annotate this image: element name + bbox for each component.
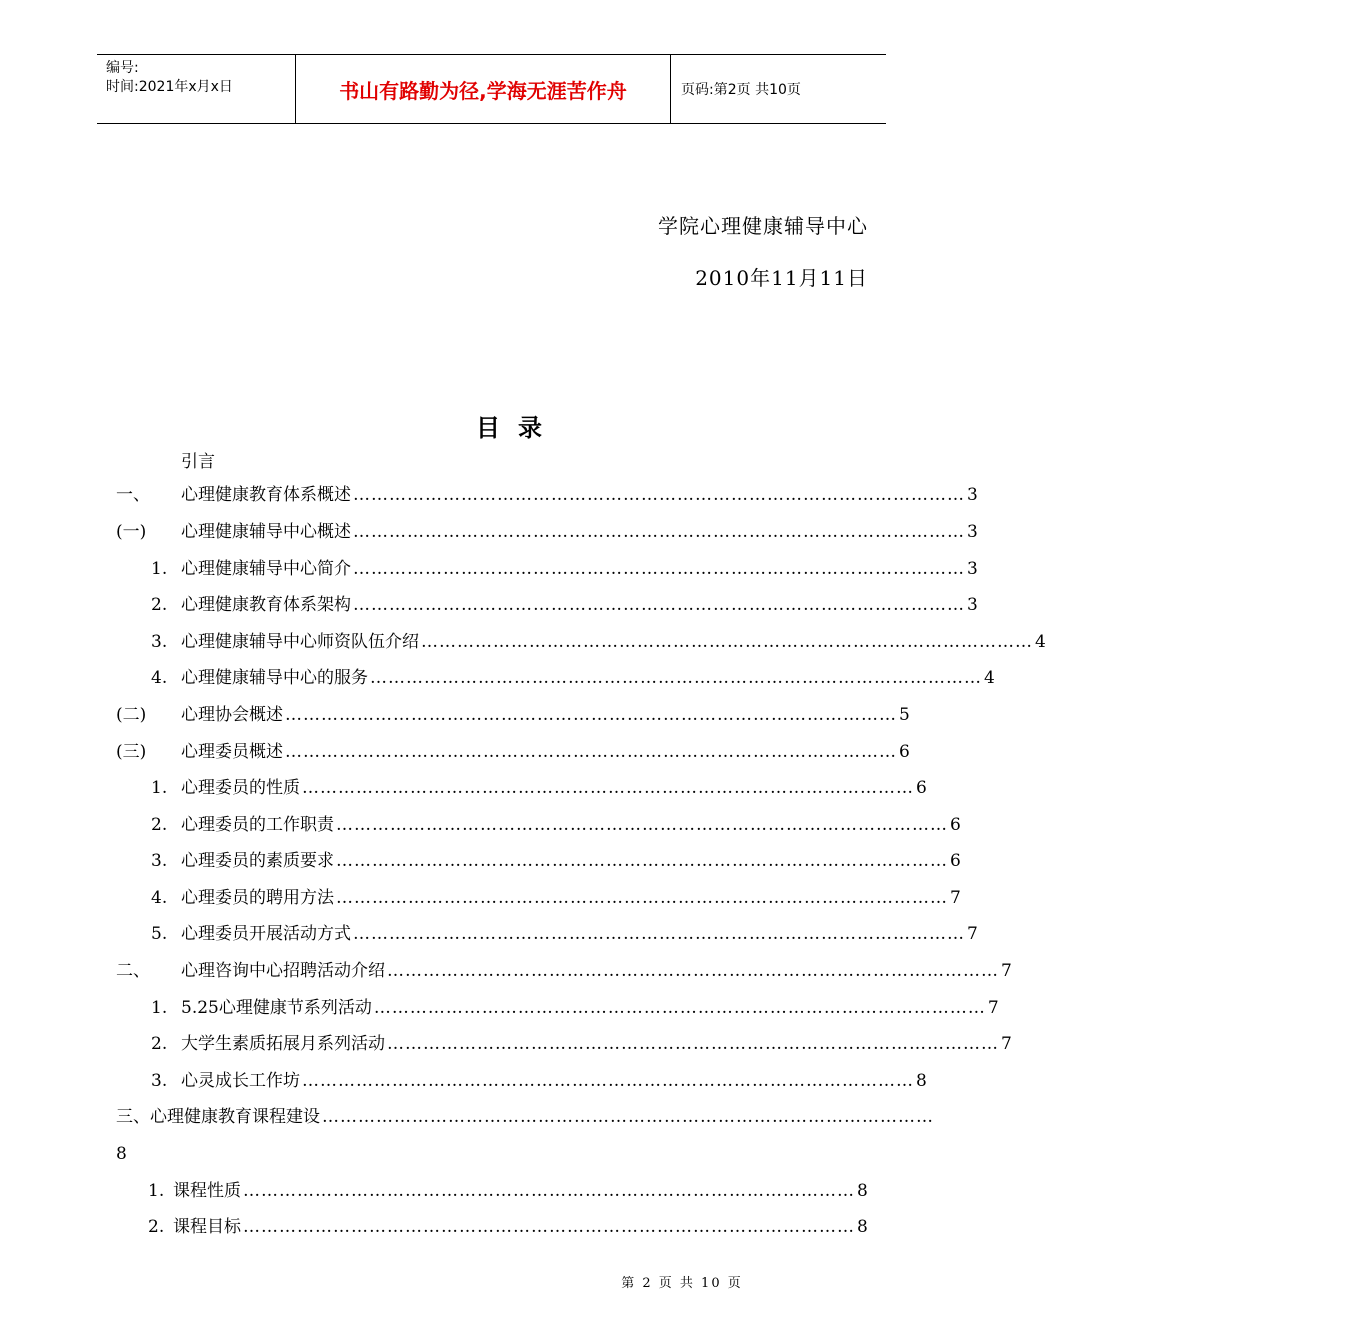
toc-page-wrapped: 8 (116, 1144, 127, 1164)
toc-page: 6 (899, 742, 910, 762)
toc-entry[interactable] (181, 666, 995, 690)
toc-leader: ………………………………………………………………………………………… (353, 522, 965, 542)
toc-num: 3. (151, 851, 168, 871)
toc-entry[interactable] (181, 520, 978, 544)
toc-num: (一) (116, 522, 147, 542)
toc-leader: ………………………………………………………………………………………… (336, 851, 948, 871)
toc-num: 3. (151, 632, 168, 652)
toc-leader: ………………………………………………………………………………………… (373, 998, 986, 1018)
toc-num: 2. (151, 595, 168, 615)
toc-leader: ………………………………………………………………………………………… (387, 1034, 999, 1054)
toc-row (0, 1069, 950, 1093)
toc-entry[interactable] (181, 996, 999, 1020)
toc-page: 8 (857, 1181, 868, 1201)
toc-leader: ………………………………………………………………………………………… (353, 924, 965, 944)
toc-page: 3 (967, 522, 978, 542)
toc-text: 心理健康教育体系概述 (181, 485, 351, 505)
toc-entry[interactable] (181, 1032, 1012, 1056)
toc-text: 心理委员开展活动方式 (181, 924, 351, 944)
toc-page: 4 (1035, 632, 1046, 652)
toc-page: 7 (950, 888, 961, 908)
toc-row (0, 557, 978, 581)
header-page-info: 页码:第2页 共10页 (681, 82, 801, 98)
toc-text: 5.25心理健康节系列活动 (181, 998, 372, 1018)
toc-leader: ………………………………………………………………………………………… (336, 888, 948, 908)
toc-row (0, 520, 978, 544)
toc-leader: ………………………………………………………………………………………… (336, 815, 948, 835)
toc-row (0, 959, 1012, 983)
toc-entry[interactable] (181, 886, 961, 910)
toc-entry[interactable] (181, 483, 978, 507)
toc-num: 4. (151, 668, 168, 688)
toc-leader: ………………………………………………………………………………………… (243, 1181, 855, 1201)
toc-entry[interactable] (181, 813, 961, 837)
toc-leader: ………………………………………………………………………………………… (285, 742, 897, 762)
toc-num: 1. (148, 1181, 165, 1201)
toc-leader: ………………………………………………………………………………………… (243, 1217, 855, 1237)
toc-entry[interactable] (181, 740, 910, 764)
toc-title: 目录 (476, 413, 560, 442)
toc-entry[interactable] (181, 630, 1046, 654)
toc-row (0, 1215, 950, 1239)
toc-entry[interactable] (181, 1069, 927, 1093)
toc-text: 心理委员的素质要求 (181, 851, 334, 871)
toc-text: 心理委员的性质 (181, 778, 300, 798)
toc-row (0, 1032, 1012, 1056)
toc-text: 心理委员的聘用方法 (181, 888, 334, 908)
toc-page: 3 (967, 485, 978, 505)
toc-leader: ………………………………………………………………………………………… (353, 485, 965, 505)
toc-leader: ………………………………………………………………………………………… (302, 778, 914, 798)
toc-num: 4. (151, 888, 168, 908)
serial-label: 编号: (106, 60, 139, 76)
toc-num: 1. (151, 559, 168, 579)
time-line: 时间:2021年x月x日 (106, 79, 233, 95)
toc-page: 6 (950, 851, 961, 871)
toc-intro: 引言 (181, 452, 215, 472)
toc-text: 心理健康辅导中心概述 (181, 522, 351, 542)
toc-num: 1. (151, 778, 168, 798)
toc-row (0, 1179, 950, 1203)
toc-text: 课程目标 (173, 1217, 241, 1237)
toc-text: 心理健康教育课程建设 (150, 1107, 320, 1127)
signature-org: 学院心理健康辅导中心 (658, 214, 868, 238)
toc-page: 3 (967, 595, 978, 615)
toc-row (0, 630, 1046, 654)
toc-leader: ………………………………………………………………………………………… (285, 705, 897, 725)
toc-page: 7 (1001, 1034, 1012, 1054)
toc-text: 大学生素质拓展月系列活动 (181, 1034, 385, 1054)
toc-page: 8 (857, 1217, 868, 1237)
toc-row (0, 776, 950, 800)
toc-entry[interactable] (181, 593, 978, 617)
toc-entry[interactable] (116, 1105, 934, 1129)
toc-entry[interactable] (181, 849, 961, 873)
toc-page: 6 (916, 778, 927, 798)
toc-leader: ………………………………………………………………………………………… (302, 1071, 914, 1091)
toc-page: 4 (984, 668, 995, 688)
toc-num: 1. (151, 998, 168, 1018)
toc-num: 二、 (116, 961, 150, 981)
toc-text: 心理健康辅导中心简介 (181, 559, 351, 579)
toc-leader: ………………………………………………………………………………………… (322, 1107, 934, 1127)
toc-text: 心理健康教育体系架构 (181, 595, 351, 615)
toc-page: 3 (967, 559, 978, 579)
toc-page: 8 (916, 1071, 927, 1091)
toc-num: (二) (116, 705, 147, 725)
toc-row (0, 703, 950, 727)
toc-row (0, 996, 999, 1020)
toc-num: 2. (151, 1034, 168, 1054)
signature-date: 2010年11月11日 (695, 266, 868, 290)
page-footer: 第 2 页 共 10 页 (621, 1276, 743, 1291)
toc-page: 5 (899, 705, 910, 725)
toc-row (0, 849, 961, 873)
toc-num: 2. (148, 1217, 165, 1237)
toc-num: 三、 (116, 1107, 150, 1127)
toc-leader: ………………………………………………………………………………………… (353, 595, 965, 615)
toc-entry[interactable] (181, 776, 927, 800)
toc-leader: ………………………………………………………………………………………… (387, 961, 999, 981)
toc-text: 课程性质 (173, 1181, 241, 1201)
toc-row (0, 922, 978, 946)
toc-num: 5. (151, 924, 168, 944)
toc-row (0, 1105, 950, 1129)
toc-page: 7 (1001, 961, 1012, 981)
toc-text: 心理协会概述 (181, 705, 283, 725)
toc-page: 6 (950, 815, 961, 835)
toc-row (0, 886, 961, 910)
toc-entry[interactable] (181, 922, 978, 946)
toc-entry[interactable] (181, 557, 978, 581)
toc-num: 3. (151, 1071, 168, 1091)
toc-entry[interactable] (173, 1179, 868, 1203)
toc-text: 心理健康辅导中心的服务 (181, 668, 368, 688)
toc-row (0, 813, 961, 837)
toc-page: 7 (967, 924, 978, 944)
header-motto: 书山有路勤为径,学海无涯苦作舟 (296, 55, 671, 123)
toc-leader: ………………………………………………………………………………………… (421, 632, 1033, 652)
toc-row (0, 593, 978, 617)
toc-leader: ………………………………………………………………………………………… (353, 559, 965, 579)
toc-text: 心理健康辅导中心师资队伍介绍 (181, 632, 419, 652)
toc-text: 心灵成长工作坊 (181, 1071, 300, 1091)
toc-text: 心理委员概述 (181, 742, 283, 762)
toc-entry[interactable] (173, 1215, 868, 1239)
toc-text: 心理委员的工作职责 (181, 815, 334, 835)
toc-text: 心理咨询中心招聘活动介绍 (181, 961, 385, 981)
toc-leader: ………………………………………………………………………………………… (370, 668, 982, 688)
toc-row (0, 483, 978, 507)
toc-num: 一、 (116, 485, 150, 505)
toc-entry[interactable] (181, 959, 1012, 983)
toc-num: 2. (151, 815, 168, 835)
toc-page: 7 (987, 998, 999, 1018)
toc-row (0, 740, 950, 764)
toc-entry[interactable] (181, 703, 910, 727)
toc-num: (三) (116, 742, 147, 762)
toc-row (0, 666, 995, 690)
